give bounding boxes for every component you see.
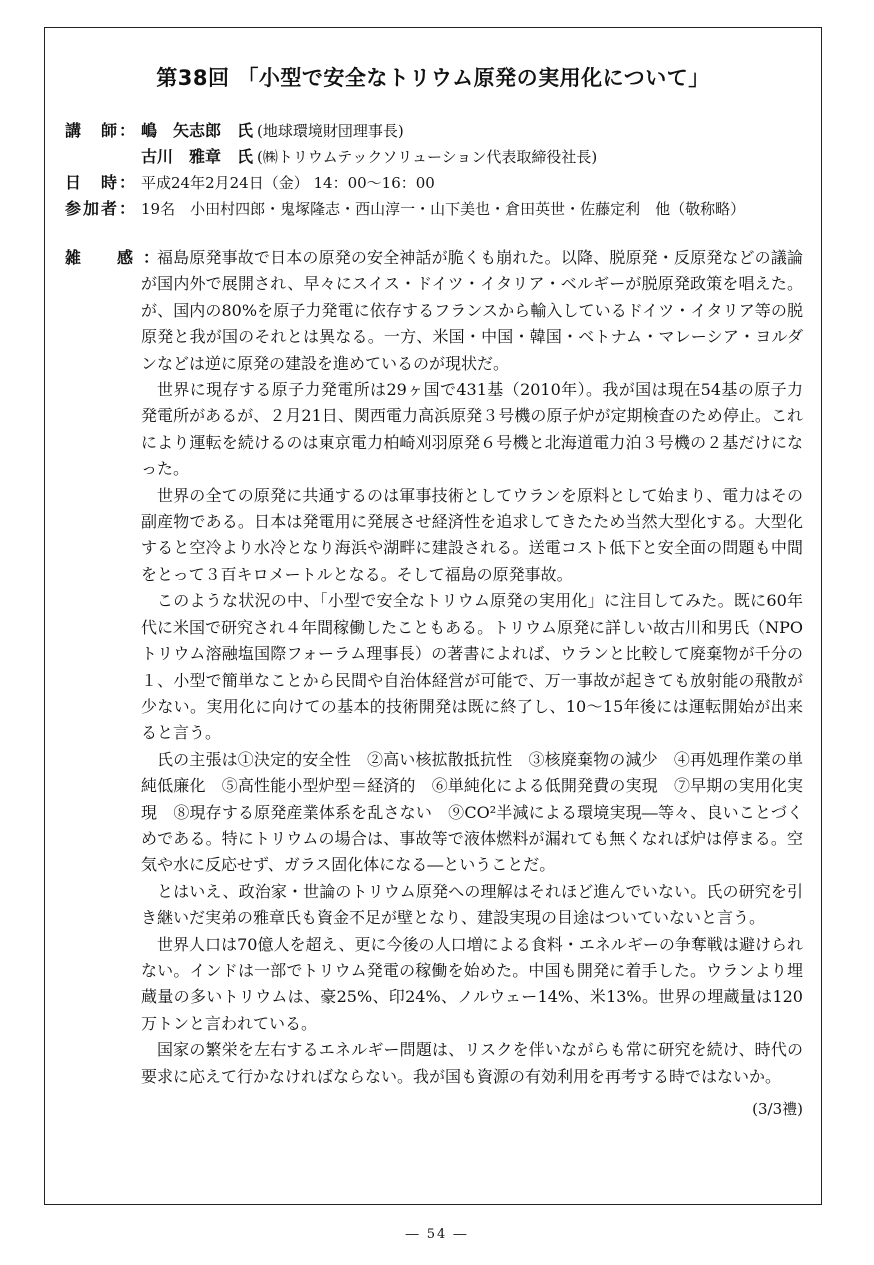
essay-section — [65, 245, 805, 1122]
page-number: ― 54 ― — [405, 1227, 469, 1242]
essay-body — [141, 245, 803, 1122]
essay-paragraph: 世界人口は70億人を超え、更に今後の人口増による食料・エネルギーの争奪戦は避けられない。インドは一部でトリウム発電の稼働を始めた。中国も開発に着手した。ウランより埋蔵量の多いトリウムは、豪25%、印24%、ノルウェー14%、米13%。世界の埋蔵量は120万トンと言われている。 — [141, 934, 803, 1033]
date-row — [65, 170, 805, 196]
participants-label: 参加者： — [65, 199, 138, 218]
essay-paragraph: とはいえ、政治家・世論のトリウム原発への理解はそれほど進んでいない。氏の研究を引き継いだ実弟の雅章氏も資金不足が壁となり、建設実現の目途はついていないと言う。 — [141, 881, 803, 928]
date-value: 平成24年2月24日（金） 14：00～16：00 — [141, 174, 435, 192]
author-signature: (3/3禮) — [752, 1100, 803, 1118]
lecturer-affiliation: (地球環境財団理事長) — [257, 122, 404, 140]
lecturer-name: 嶋 矢志郎 氏 — [141, 121, 254, 140]
date-label: 日 時： — [65, 173, 138, 192]
essay-paragraph: 国家の繁栄を左右するエネルギー問題は、リスクを伴いながらも常に研究を続け、時代の要求に応えて行かなければならない。我が国も資源の有効利用を再考する時ではないか。 — [141, 1040, 803, 1086]
participants-row — [65, 196, 805, 222]
document-frame — [44, 27, 822, 1205]
lecturer-row — [65, 118, 805, 144]
lecturer-name: 古川 雅章 氏 — [141, 147, 254, 166]
lecturer-affiliation: (㈱トリウムテックソリューション代表取締役社長) — [257, 148, 598, 166]
participants-value: 19名 小田村四郎・鬼塚隆志・西山淳一・山下美也・倉田英世・佐藤定利 他（敬称略） — [141, 200, 746, 218]
essay-paragraph: 世界の全ての原発に共通するのは軍事技術としてウランを原料として始まり、電力はその副産物である。日本は発電用に発展させ経済性を追求してきたため当然大型化する。大型化すると空冷より水冷となり海浜や湖畔に建設される。送電コスト低下と安全面の問題も中間をとって３百キロメートルとなる。そして福島の原発事故。 — [141, 485, 803, 584]
essay-paragraph: 世界に現存する原子力発電所は29ヶ国で431基（2010年）。我が国は現在54基の原子力発電所があるが、２月21日、関西電力高浜原発３号機の原子炉が定期検査のため停止。これにより運転を続けるのは東京電力柏崎刈羽原発６号機と北海道電力泊３号機の２基だけになった。 — [141, 380, 803, 479]
page-title: 第38回 「小型で安全なトリウム原発の実用化について」 — [156, 66, 710, 90]
meeting-info — [65, 118, 805, 222]
lecturer-row — [65, 144, 805, 170]
essay-paragraph: 氏の主張は①決定的安全性 ②高い核拡散抵抗性 ③核廃棄物の減少 ④再処理作業の単純低廉化 ⑤高性能小型炉型＝経済的 ⑥単純化による低開発費の実現 ⑦早期の実用化実現 ⑧現存する原発産業体系を乱さない ⑨CO²半減による環境実現―等々、良いことづくめである。特にトリウムの場合は、事故等で液体燃料が漏れても無くなれば炉は停まる。空気や水に反応せず、ガラス固化体になる―ということだ。 — [141, 749, 803, 875]
essay-paragraph: このような状況の中、「小型で安全なトリウム原発の実用化」に注目してみた。既に60年代に米国で研究され４年間稼働したこともある。トリウム原発に詳しい故古川和男氏（NPOトリウム溶融塩国際フォーラム理事長）の著書によれば、ウランと比較して廃棄物が千分の１、小型で簡単なことから民間や自治体経営が可能で、万一事故が起きても放射能の飛散が少ない。実用化に向けての基本的技術開発は既に終了し、10～15年後には運転開始が出来ると言う。 — [141, 591, 803, 743]
essay-paragraph: 福島原発事故で日本の原発の安全神話が脆くも崩れた。以降、脱原発・反原発などの議論が国内外で展開され、早々にスイス・ドイツ・イタリア・ベルギーが脱原発政策を唱えた。が、国内の80%を原子力発電に依存するフランスから輸入しているドイツ・イタリア等の脱原発と我が国のそれとは異なる。一方、米国・中国・韓国・ベトナム・マレーシア・ヨルダンなどは逆に原発の建設を進めているのが現状だ。 — [141, 248, 803, 373]
lecturer-label: 講 師： — [65, 121, 138, 140]
essay-label: 雑 感： — [65, 248, 170, 267]
